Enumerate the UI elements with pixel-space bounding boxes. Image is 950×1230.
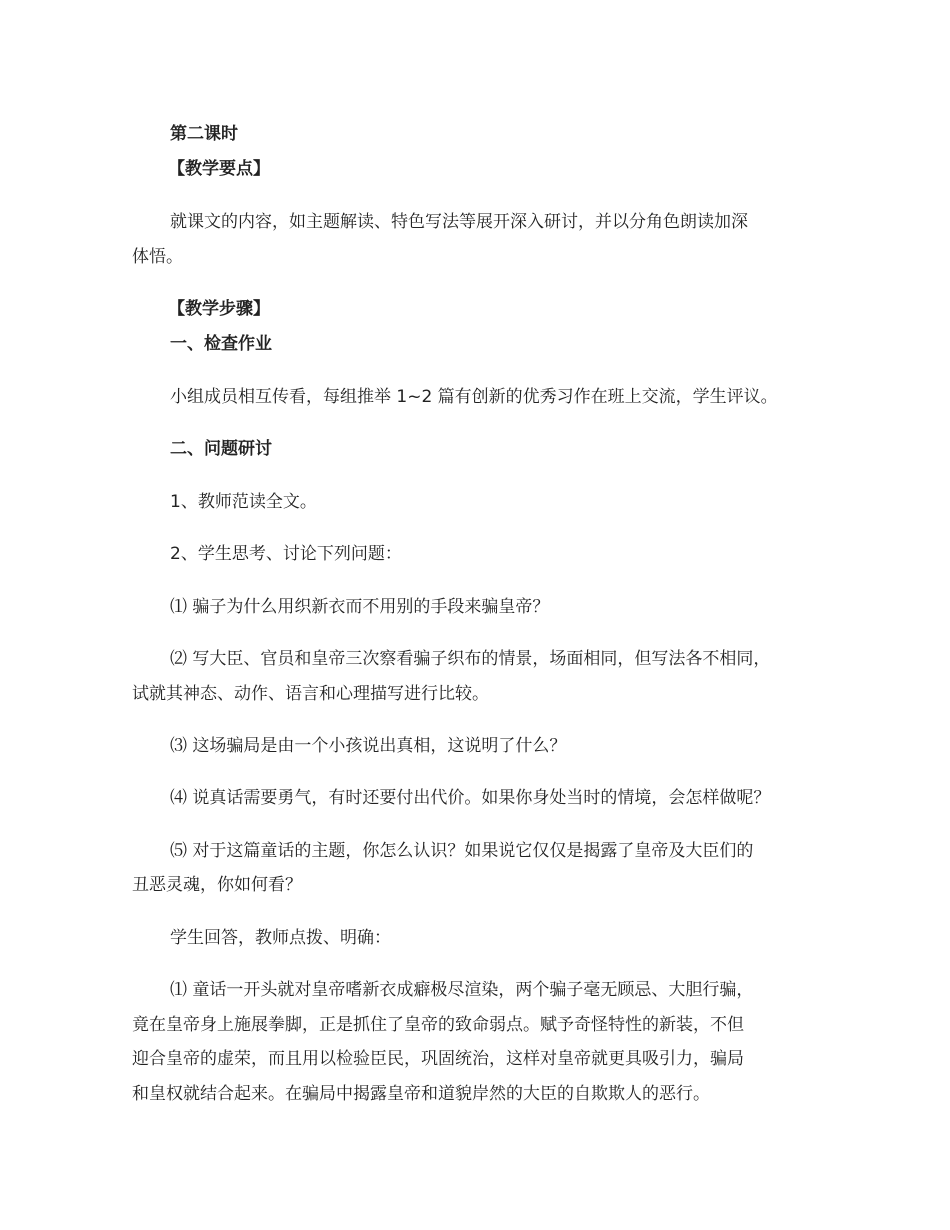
- answer-intro: 学生回答，教师点拨、明确：: [170, 928, 391, 948]
- section-1-heading: 一、检查作业: [170, 334, 272, 354]
- steps-heading: 【教学步骤】: [168, 299, 270, 319]
- section-1-text: 小组成员相互传看，每组推举 1~2 篇有创新的优秀习作在班上交流，学生评议。: [170, 387, 778, 407]
- lesson-title: 第二课时: [170, 124, 238, 144]
- question-1: ⑴ 骗子为什么用织新衣而不用别的手段来骗皇帝？: [170, 597, 550, 617]
- question-2-line-2: 试就其神态、动作、语言和心理描写进行比较。: [132, 684, 489, 704]
- key-points-line-2: 体悟。: [132, 247, 183, 267]
- question-2-line-1: ⑵ 写大臣、官员和皇帝三次察看骗子织布的情景，场面相同，但写法各不相同，: [170, 649, 771, 669]
- item-2: 2、学生思考、讨论下列问题：: [170, 544, 402, 564]
- key-points-line-1: 就课文的内容，如主题解读、特色写法等展开深入研讨，并以分角色朗读加深: [170, 212, 748, 232]
- question-5-line-1: ⑸ 对于这篇童话的主题，你怎么认识？如果说它仅仅是揭露了皇帝及大臣们的: [170, 841, 754, 861]
- answer-1-line-2: 竟在皇帝身上施展拳脚，正是抓住了皇帝的致命弱点。赋予奇怪特性的新装，不但: [132, 1015, 744, 1035]
- key-points-heading: 【教学要点】: [168, 159, 270, 179]
- question-3: ⑶ 这场骗局是由一个小孩说出真相，这说明了什么？: [170, 736, 567, 756]
- answer-1-line-1: ⑴ 童话一开头就对皇帝嗜新衣成癖极尽渲染，两个骗子毫无顾忌、大胆行骗，: [170, 980, 754, 1000]
- answer-1-line-3: 迎合皇帝的虚荣，而且用以检验臣民，巩固统治，这样对皇帝就更具吸引力，骗局: [132, 1049, 744, 1069]
- question-5-line-2: 丑恶灵魂，你如何看？: [132, 875, 302, 895]
- section-2-heading: 二、问题研讨: [170, 439, 272, 459]
- answer-1-line-4: 和皇权就结合起来。在骗局中揭露皇帝和道貌岸然的大臣的自欺欺人的恶行。: [132, 1084, 710, 1104]
- item-1: 1、教师范读全文。: [170, 492, 317, 512]
- question-4: ⑷ 说真话需要勇气，有时还要付出代价。如果你身处当时的情境，会怎样做呢？: [170, 788, 771, 808]
